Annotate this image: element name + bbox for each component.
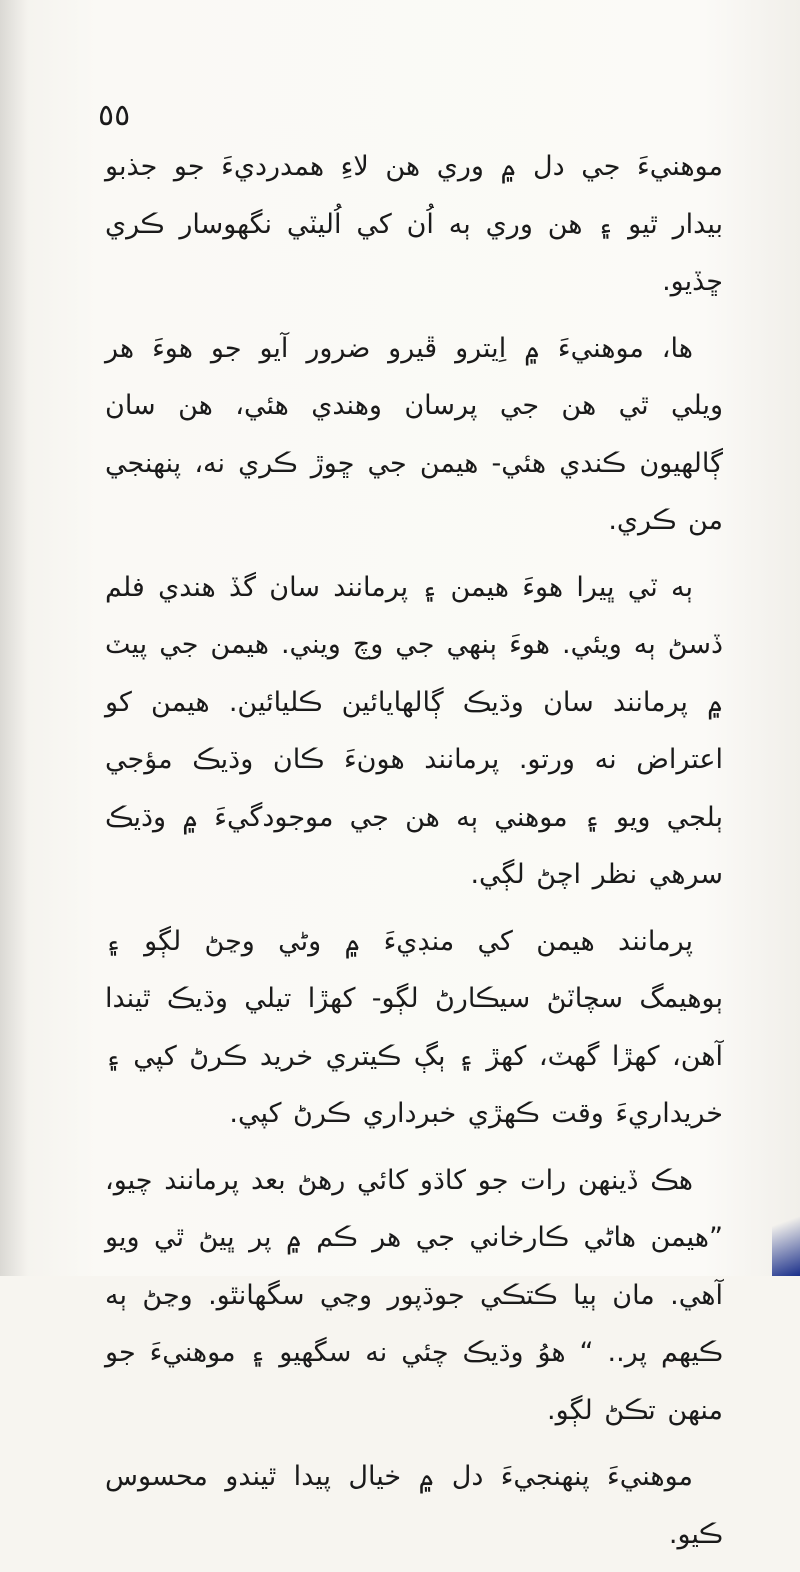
paragraph-1: موهنيءَ جي دل ۾ وري هن لاءِ همدرديءَ جو جذبو بيدار ٿيو ۽ هن وري ٻه اُن کي اُليٽي نگهوسار ڪري ڇڏيو.	[105, 151, 723, 297]
paragraph-2: ها، موهنيءَ ۾ اِيترو ڦيرو ضرور آيو جو هوءَ هر ويلي ٿي هن جي پرسان وهندي هئي، هن سان ڳالهيون ڪندي هئي- هيمن جي ڇوڙ ڪري نه، پنهنجي من ڪري.	[105, 332, 723, 536]
page-number: ٥٥	[98, 98, 131, 133]
binding-shadow	[0, 0, 28, 1276]
paragraph-5: هڪ ڏينهن رات جو کاڌو کائي رهڻ بعد پرمانند چيو، ”هيمن هاڻي ڪارخاني جي هر ڪم ۾ پر ڀيڻ ٿي ويو آهي. مان ٻيا ڪتڪي جوڌپور وڃي سگهانٿو. وڃڻ ٻه ڪيهم پر.. “ هوُ وڌيڪ چئي نه سگهيو ۽ موهنيءَ جو منهن تڪڻ لڳو.	[105, 1164, 723, 1426]
paragraph-6: موهنيءَ پنهنجيءَ دل ۾ خيال پيدا ٿيندو محسوس ڪيو.	[105, 1461, 723, 1550]
corner-scan-mark	[772, 1186, 800, 1276]
paragraph-4: پرمانند هيمن کي منڊيءَ ۾ وڻي وڃڻ لڳو ۽ ٻوهيمگ سچاٽڻ سيڪارڻ لڳو- کهڙا تيلي وڌيڪ ٿيندا آهن، کهڙا گهٽ، کهڙ ۽ ٻڳ ڪيتري خريد ڪرڻ کپي ۽ خريداريءَ وقت ڪهڙي خبرداري ڪرڻ کپي.	[105, 925, 723, 1129]
body-text	[105, 138, 723, 1572]
paragraph-3: ٻه ٽي ڀيرا هوءَ هيمن ۽ پرمانند سان گڏ هندي فلم ڏسڻ ٻه ويئي. هوءَ ٻنهي جي وچ ويني. هيمن جي پيٽ ۾ پرمانند سان وڌيڪ ڳالهايائين ڪليائين. هيمن کو اعتراض نه ورتو. پرمانند هونءَ ڪان وڌيڪ مؤجي ٻلجي ويو ۽ موهني ٻه هن جي موجودگيءَ ۾ وڌيڪ سرهي نظر اچڻ لڳي.	[105, 571, 723, 890]
